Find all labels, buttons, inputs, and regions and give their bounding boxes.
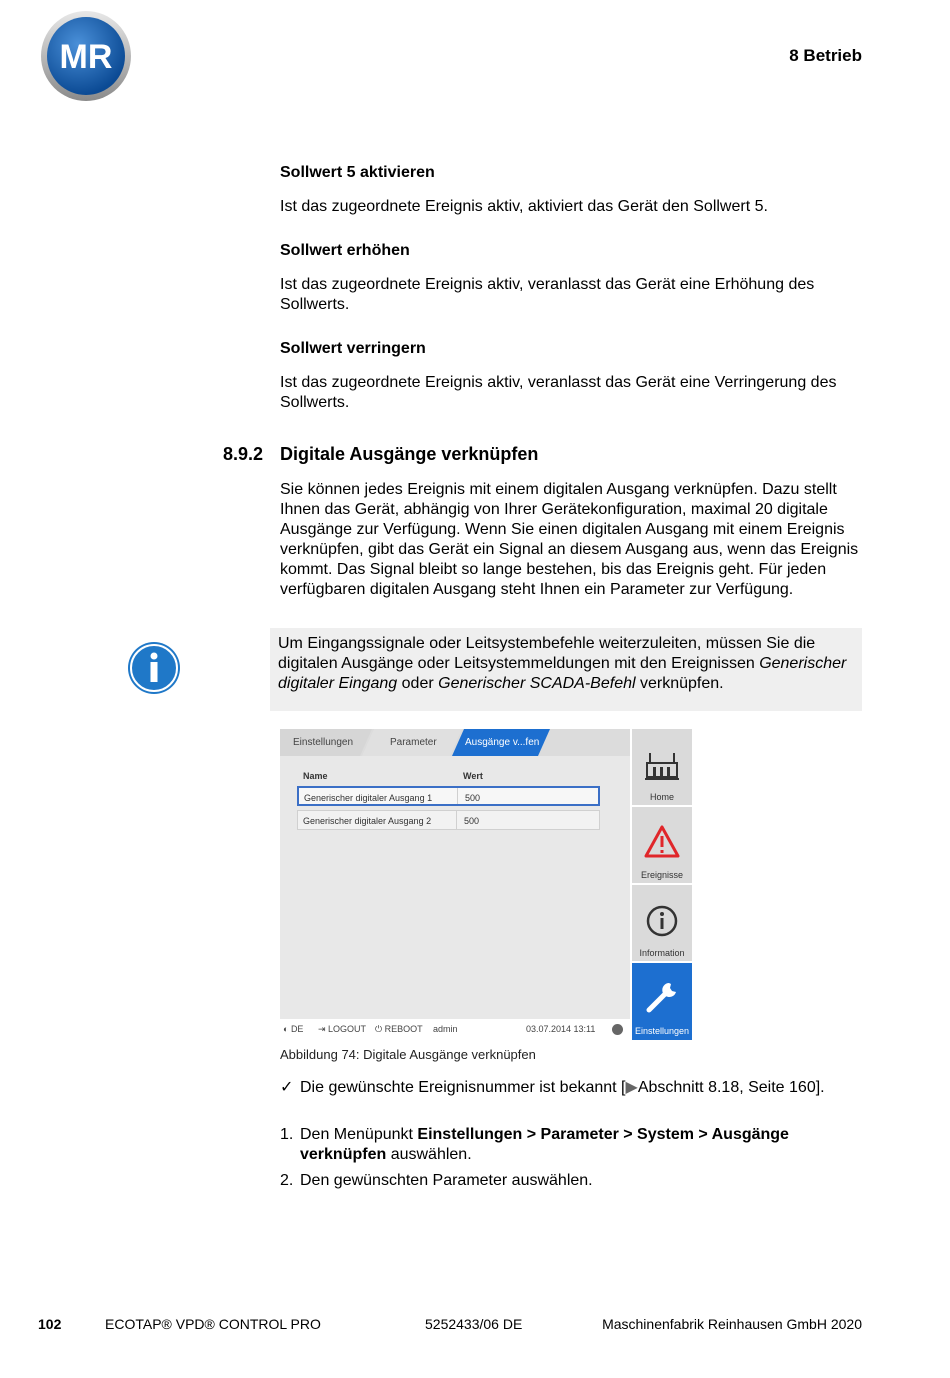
document-number: 5252433/06 DE <box>425 1316 523 1332</box>
prerequisite: ✓ Die gewünschte Ereignisnummer ist bekannt [▶Abschnitt 8.18, Seite 160]. <box>280 1079 825 1096</box>
product-name: ECOTAP® VPD® CONTROL PRO <box>105 1316 321 1332</box>
row-name: Generischer digitaler Ausgang 2 <box>303 816 432 826</box>
column-value-header: Wert <box>463 771 483 781</box>
info-icon <box>127 641 181 695</box>
row-value: 500 <box>464 816 480 826</box>
section-heading-1: Sollwert 5 aktivieren <box>280 164 435 181</box>
svg-text:MR: MR <box>59 38 113 76</box>
einstellungen-label: Einstellungen <box>634 1026 690 1036</box>
mr-status-icon <box>612 1024 623 1035</box>
column-name-header: Name <box>303 771 328 781</box>
figure-caption: Abbildung 74: Digitale Ausgänge verknüpfen <box>280 1047 536 1062</box>
language-selector[interactable]: ◐ DE <box>283 1024 304 1034</box>
ereignisse-label: Ereignisse <box>640 870 684 880</box>
parameter-panel <box>280 729 630 1019</box>
subsection-title: Digitale Ausgänge verknüpfen <box>280 444 539 464</box>
subsection-body: Sie können jedes Ereignis mit einem digitalen Ausgang verknüpfen. Dazu stellt Ihnen das Gerät, abhängig von Ihrer Gerätekonfiguration, maximal 20 digitale Ausgänge zur Verfügung. Wenn Sie einen digitalen Ausgang mit einem Ereignis verknüpfen, gibt das Gerät ein Signal an diesem Ausgang aus, wenn das Ereignis kommt. Das Signal bleibt so lange bestehen, bis das Ereignis geht. Für jeden verfügbaren digitalen Ausgang steht Ihnen ein Parameter zur Verfügung. <box>280 481 859 598</box>
step-2: 2. Den gewünschten Parameter auswählen. <box>280 1172 593 1189</box>
status-bar <box>280 1019 630 1040</box>
wrench-icon <box>645 980 679 1014</box>
section-body-3: Ist das zugeordnete Ereignis aktiv, veranlasst das Gerät eine Verringerung des Sollwerts. <box>280 374 837 411</box>
device-screenshot <box>280 729 693 1040</box>
subsection-number: 8.9.2 <box>223 444 264 464</box>
page-number: 102 <box>38 1316 62 1332</box>
reboot-button[interactable]: ⏻ REBOOT <box>375 1024 423 1034</box>
tab-einstellungen[interactable]: Einstellungen <box>293 737 354 748</box>
check-icon: ✓ <box>280 1079 294 1096</box>
home-label: Home <box>649 792 674 802</box>
section-heading-2: Sollwert erhöhen <box>280 242 410 259</box>
logout-button[interactable]: ⇥ LOGOUT <box>318 1024 367 1034</box>
row-value: 500 <box>465 793 481 803</box>
date-time: 03.07.2014 13:11 <box>526 1024 596 1034</box>
home-icon <box>645 751 679 781</box>
row-name: Generischer digitaler Ausgang 1 <box>304 793 433 803</box>
ereignisse-button[interactable] <box>632 807 692 883</box>
einstellungen-button[interactable] <box>632 963 692 1040</box>
step-1: 1. Den Menüpunkt Einstellungen > Parameter > System > Ausgänge verknüpfen auswählen. <box>280 1126 789 1163</box>
mr-logo <box>40 10 132 102</box>
section-heading-3: Sollwert verringern <box>280 340 426 357</box>
table-row[interactable] <box>297 786 600 806</box>
table-row[interactable] <box>297 810 600 830</box>
chapter-title: 8 Betrieb <box>789 46 862 65</box>
company-name: Maschinenfabrik Reinhausen GmbH 2020 <box>602 1316 862 1332</box>
section-link[interactable]: Abschnitt 8.18, Seite 160 <box>637 1079 816 1096</box>
tab-ausgaenge[interactable]: Ausgänge v...fen <box>465 737 540 748</box>
section-body-1: Ist das zugeordnete Ereignis aktiv, aktiviert das Gerät den Sollwert 5. <box>280 198 768 215</box>
information-label: Information <box>639 948 685 958</box>
section-body-2: Ist das zugeordnete Ereignis aktiv, veranlasst das Gerät eine Erhöhung des Sollwerts. <box>280 276 815 313</box>
breadcrumb-tabs <box>280 729 630 756</box>
link-arrow-icon: ▶ <box>625 1079 638 1096</box>
information-button[interactable] <box>632 885 692 961</box>
info-note-text: Um Eingangssignale oder Leitsystembefehle weiterzuleiten, müssen Sie die digitalen Ausgänge oder Leitsystemmeldungen mit den Ereignissen Generischer digitaler Eingang oder Generischer SCADA-Befehl verknüpfen. <box>278 635 847 692</box>
warning-icon <box>644 825 680 858</box>
home-button[interactable] <box>632 729 692 805</box>
info-icon <box>646 905 678 937</box>
info-note <box>270 628 862 711</box>
user-name: admin <box>433 1024 458 1034</box>
tab-parameter[interactable]: Parameter <box>390 737 437 748</box>
